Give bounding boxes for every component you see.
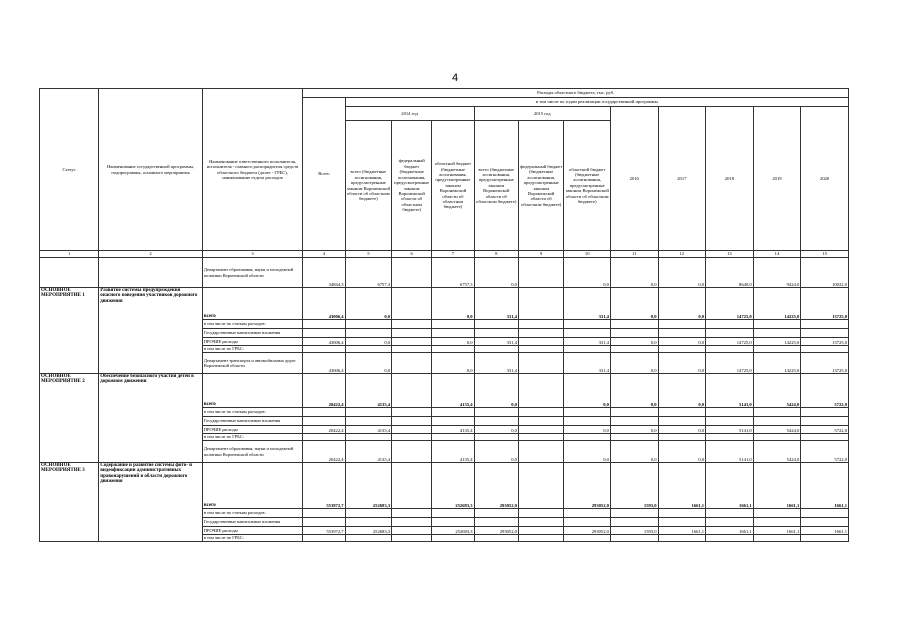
row-status [40,258,99,288]
value-cell [564,329,611,338]
value-cell: 6757,3 [432,258,474,288]
value-cell [753,320,801,329]
value-cell: 20422,4 [303,441,345,463]
value-cell: 293052,0 [474,463,518,509]
row-executor: Департамент образования, науки и молодежной политики Воронежской области [202,441,302,463]
value-cell [345,417,392,426]
row-executor: в том числе по статьям расходов: [202,408,302,417]
value-cell [474,329,518,338]
value-cell [392,320,432,329]
value-cell [518,288,563,320]
value-cell [392,463,432,509]
row-executor: ПРОЧИЕ расходы [202,527,302,535]
header-name: Наименование государственной программы, подпрограммы, основного мероприятия [99,89,203,251]
column-number: 15 [801,251,849,258]
value-cell: 0,0 [658,258,706,288]
value-cell [658,320,706,329]
value-cell: 331,4 [564,353,611,374]
value-cell [801,320,849,329]
value-cell [706,509,754,518]
value-cell: 1661,1 [801,463,849,509]
column-numbers-row [40,251,849,258]
value-cell [303,535,345,542]
header-executor: Наименование ответственного исполнителя, исполнителя - главного распорядителя средств областного бюджета (далее - ГРБС), наименование отдела расходов [202,89,302,251]
value-cell [518,527,563,535]
value-cell [392,288,432,320]
value-cell [706,535,754,542]
value-cell [706,434,754,441]
value-cell [610,535,658,542]
value-cell [564,408,611,417]
value-cell [658,434,706,441]
value-cell: 43006,4 [303,338,345,346]
row-executor: ПРОЧИЕ расходы [202,338,302,346]
value-cell: 252683,3 [432,527,474,535]
value-cell: 5722,0 [801,374,849,408]
value-cell [345,434,392,441]
value-cell [801,329,849,338]
value-cell: 0,0 [564,426,611,434]
value-cell: 0,0 [658,374,706,408]
value-cell [518,353,563,374]
row-executor: в том числе по ГРБС: [202,346,302,353]
header-incl-years: в том числе по годам реализации государственной программы [345,98,848,107]
value-cell [753,434,801,441]
value-cell [303,509,345,518]
value-cell [753,417,801,426]
value-cell: 0,0 [658,426,706,434]
value-cell [345,320,392,329]
value-cell [518,426,563,434]
value-cell: 8640,0 [706,258,754,288]
value-cell [303,434,345,441]
column-number: 8 [474,251,518,258]
value-cell: 0,0 [474,374,518,408]
value-cell: 252683,3 [345,463,392,509]
header-2015-regional: областной бюджет (бюджетные ассигнования, предусмотренные законом Воронежской области об областном бюджете) [564,121,611,251]
value-cell [753,346,801,353]
value-cell [801,434,849,441]
row-name: Развитие системы предупреждения опасного поведения участников дорожного движения [99,288,203,374]
value-cell: 0,0 [610,258,658,288]
value-cell: 293052,0 [564,463,611,509]
column-number: 6 [392,251,432,258]
value-cell: 9424,0 [753,258,801,288]
value-cell: 1661,1 [658,463,706,509]
value-cell [658,509,706,518]
value-cell [658,417,706,426]
value-cell [610,417,658,426]
value-cell: 14725,0 [706,288,754,320]
value-cell: 1661,1 [658,527,706,535]
page-number: 4 [452,72,459,84]
value-cell [392,509,432,518]
value-cell [610,329,658,338]
value-cell: 0,0 [610,288,658,320]
value-cell [345,329,392,338]
value-cell [801,535,849,542]
value-cell: 331,4 [474,338,518,346]
row-status: ОСНОВНОЕ МЕРОПРИЯТИЕ 1 [40,288,99,374]
row-executor: в том числе по статьям расходов: [202,320,302,329]
value-cell [518,346,563,353]
value-cell [564,320,611,329]
column-number: 1 [40,251,99,258]
value-cell [658,408,706,417]
value-cell [392,408,432,417]
value-cell: 0,0 [658,353,706,374]
value-cell [518,258,563,288]
table-row [40,463,849,509]
value-cell: 14725,0 [706,338,754,346]
value-cell [706,329,754,338]
value-cell: 5141,0 [706,426,754,434]
value-cell [392,434,432,441]
column-number: 2 [99,251,203,258]
row-executor: всего [202,288,302,320]
value-cell [801,417,849,426]
value-cell [564,535,611,542]
row-executor: в том числе по ГРБС: [202,535,302,542]
value-cell: 0,0 [474,441,518,463]
value-cell [303,518,345,527]
header-2017: 2017 [658,107,706,251]
value-cell: 0,0 [345,353,392,374]
value-cell [303,320,345,329]
row-executor: Департамент транспорта и автомобильных дорог Воронежской области [202,353,302,374]
value-cell [432,320,474,329]
value-cell: 5141,0 [706,374,754,408]
value-cell [345,518,392,527]
column-number: 12 [658,251,706,258]
column-number: 13 [706,251,754,258]
value-cell: 5424,0 [753,441,801,463]
row-executor: Департамент образования, науки и молодежной политики Воронежской области [202,258,302,288]
value-cell: 293052,0 [474,527,518,535]
value-cell: 14225,0 [753,353,801,374]
value-cell: 13725,0 [801,338,849,346]
value-cell: 331,4 [474,353,518,374]
row-executor: в том числе по статьям расходов: [202,509,302,518]
value-cell: 331,4 [564,338,611,346]
value-cell [801,509,849,518]
value-cell: 43006,4 [303,353,345,374]
value-cell [518,408,563,417]
value-cell [432,329,474,338]
value-cell [753,408,801,417]
value-cell [474,320,518,329]
value-cell: 1593,0 [610,527,658,535]
value-cell: 0,0 [610,338,658,346]
value-cell [392,535,432,542]
value-cell: 0,0 [610,374,658,408]
header-2014-total: всего (бюджетные ассигнования, предусмотренные законом Воронежской области об областном бюджете) [345,121,392,251]
value-cell: 5722,0 [801,441,849,463]
value-cell [518,509,563,518]
value-cell [610,320,658,329]
value-cell [658,329,706,338]
row-executor: всего [202,374,302,408]
value-cell: 553972,7 [303,527,345,535]
row-executor: Государственные капитальные вложения [202,417,302,426]
row-executor: всего [202,463,302,509]
value-cell: 252683,3 [432,463,474,509]
value-cell [432,535,474,542]
value-cell [392,527,432,535]
value-cell [432,509,474,518]
value-cell [392,417,432,426]
column-number: 10 [564,251,611,258]
value-cell [564,518,611,527]
value-cell: 5424,0 [753,374,801,408]
value-cell [432,518,474,527]
header-2015: 2015 год [474,107,610,121]
value-cell: 4135,4 [345,441,392,463]
value-cell: 14225,0 [753,338,801,346]
value-cell [474,346,518,353]
header-status: Статус [40,89,99,251]
value-cell [706,417,754,426]
value-cell [610,408,658,417]
value-cell: 20422,4 [303,374,345,408]
value-cell [392,329,432,338]
value-cell [432,346,474,353]
value-cell: 0,0 [564,441,611,463]
column-number: 3 [202,251,302,258]
value-cell [303,408,345,417]
value-cell: 14225,0 [753,288,801,320]
value-cell: 6757,3 [345,258,392,288]
value-cell: 553972,7 [303,463,345,509]
value-cell [392,441,432,463]
value-cell: 0,0 [474,258,518,288]
row-executor: ПРОЧИЕ расходы [202,426,302,434]
row-status: ОСНОВНОЕ МЕРОПРИЯТИЕ 3 [40,463,99,542]
value-cell [753,518,801,527]
value-cell [706,518,754,527]
value-cell: 4135,4 [345,426,392,434]
value-cell: 331,4 [474,288,518,320]
value-cell: 20422,4 [303,426,345,434]
row-status: ОСНОВНОЕ МЕРОПРИЯТИЕ 2 [40,374,99,463]
value-cell [564,509,611,518]
column-number: 9 [518,251,563,258]
row-name: Содержание и развитие системы фото- и видеофиксации административных правонарушений в области дорожного движения [99,463,203,542]
value-cell [518,374,563,408]
value-cell: 0,0 [564,374,611,408]
value-cell: 10022,0 [801,258,849,288]
value-cell [610,346,658,353]
value-cell [432,434,474,441]
value-cell: 1661,1 [706,527,754,535]
column-number: 11 [610,251,658,258]
value-cell: 5424,0 [753,426,801,434]
value-cell [518,518,563,527]
row-executor: в том числе по ГРБС: [202,434,302,441]
value-cell [518,329,563,338]
table-row [40,258,849,288]
value-cell [392,346,432,353]
value-cell: 0,0 [658,338,706,346]
value-cell [474,408,518,417]
value-cell: 0,0 [345,288,392,320]
value-cell [801,518,849,527]
value-cell [303,346,345,353]
value-cell [392,338,432,346]
header-2014-federal: федеральный бюджет (бюджетные ассигнования, предусмотренные законом Воронежской области об областном бюджете) [392,121,432,251]
table-row [40,288,849,320]
header-2018: 2018 [706,107,754,251]
value-cell [518,417,563,426]
value-cell: 1661,1 [753,463,801,509]
value-cell [474,417,518,426]
value-cell [432,408,474,417]
value-cell: 5722,0 [801,426,849,434]
column-number: 7 [432,251,474,258]
value-cell [658,346,706,353]
value-cell [474,509,518,518]
value-cell: 43006,4 [303,288,345,320]
value-cell [564,417,611,426]
value-cell [474,535,518,542]
row-executor: Государственные капитальные вложения [202,518,302,527]
value-cell [392,426,432,434]
row-name [99,258,203,288]
value-cell [753,509,801,518]
value-cell [392,353,432,374]
header-2019: 2019 [753,107,801,251]
header-expenses: Расходы областного бюджета, тыс. руб. [303,89,849,98]
value-cell [303,417,345,426]
value-cell: 0,0 [610,441,658,463]
value-cell: 5141,0 [706,441,754,463]
value-cell [474,518,518,527]
value-cell: 4135,4 [432,374,474,408]
value-cell [392,518,432,527]
value-cell: 252683,3 [345,527,392,535]
value-cell: 1661,1 [753,527,801,535]
value-cell [564,434,611,441]
value-cell: 0,0 [564,258,611,288]
value-cell: 14725,0 [706,353,754,374]
value-cell: 13725,0 [801,288,849,320]
value-cell [801,346,849,353]
value-cell: 34844,3 [303,258,345,288]
value-cell: 331,4 [564,288,611,320]
value-cell: 0,0 [432,353,474,374]
table-row [40,374,849,408]
value-cell [658,535,706,542]
column-number: 4 [303,251,345,258]
value-cell [518,463,563,509]
value-cell [518,338,563,346]
value-cell [392,374,432,408]
value-cell [801,408,849,417]
value-cell: 0,0 [610,353,658,374]
value-cell [610,518,658,527]
value-cell: 1593,0 [610,463,658,509]
value-cell [706,320,754,329]
value-cell: 1661,1 [706,463,754,509]
value-cell: 1661,1 [801,527,849,535]
value-cell [610,509,658,518]
value-cell: 0,0 [345,338,392,346]
value-cell [303,329,345,338]
value-cell: 293052,0 [564,527,611,535]
header-2014: 2014 год [345,107,474,121]
value-cell: 0,0 [432,288,474,320]
value-cell [345,535,392,542]
value-cell [706,346,754,353]
row-executor: Государственные капитальные вложения [202,329,302,338]
header-2015-total: всего (бюджетные ассигнования, предусмотренные законом Воронежской области об областном бюджете) [474,121,518,251]
header-total: Всего [303,98,345,251]
value-cell [658,518,706,527]
value-cell: 0,0 [474,426,518,434]
value-cell: 4135,4 [432,426,474,434]
value-cell [345,408,392,417]
value-cell: 0,0 [658,441,706,463]
column-number: 14 [753,251,801,258]
value-cell: 4135,4 [432,441,474,463]
column-number: 5 [345,251,392,258]
value-cell [518,320,563,329]
value-cell: 13725,0 [801,353,849,374]
value-cell: 0,0 [658,288,706,320]
row-name: Обеспечение безопасного участия детей в дорожном движении [99,374,203,463]
header-2015-federal: федеральный бюджет (бюджетные ассигнования, предусмотренные законом Воронежской области об областном бюджете) [518,121,563,251]
value-cell: 4135,4 [345,374,392,408]
value-cell [706,408,754,417]
value-cell [474,434,518,441]
value-cell [345,346,392,353]
value-cell [392,258,432,288]
value-cell [345,509,392,518]
value-cell [753,329,801,338]
value-cell: 0,0 [610,426,658,434]
value-cell [610,434,658,441]
value-cell [518,441,563,463]
value-cell [432,417,474,426]
header-2016: 2016 [610,107,658,251]
header-2014-regional: областной бюджет (бюджетные ассигнования, предусмотренные законом Воронежской области об областном бюджете) [432,121,474,251]
value-cell [518,535,563,542]
value-cell [518,434,563,441]
value-cell [753,535,801,542]
header-2020: 2020 [801,107,849,251]
value-cell [564,346,611,353]
budget-table [39,88,849,542]
value-cell: 0,0 [432,338,474,346]
